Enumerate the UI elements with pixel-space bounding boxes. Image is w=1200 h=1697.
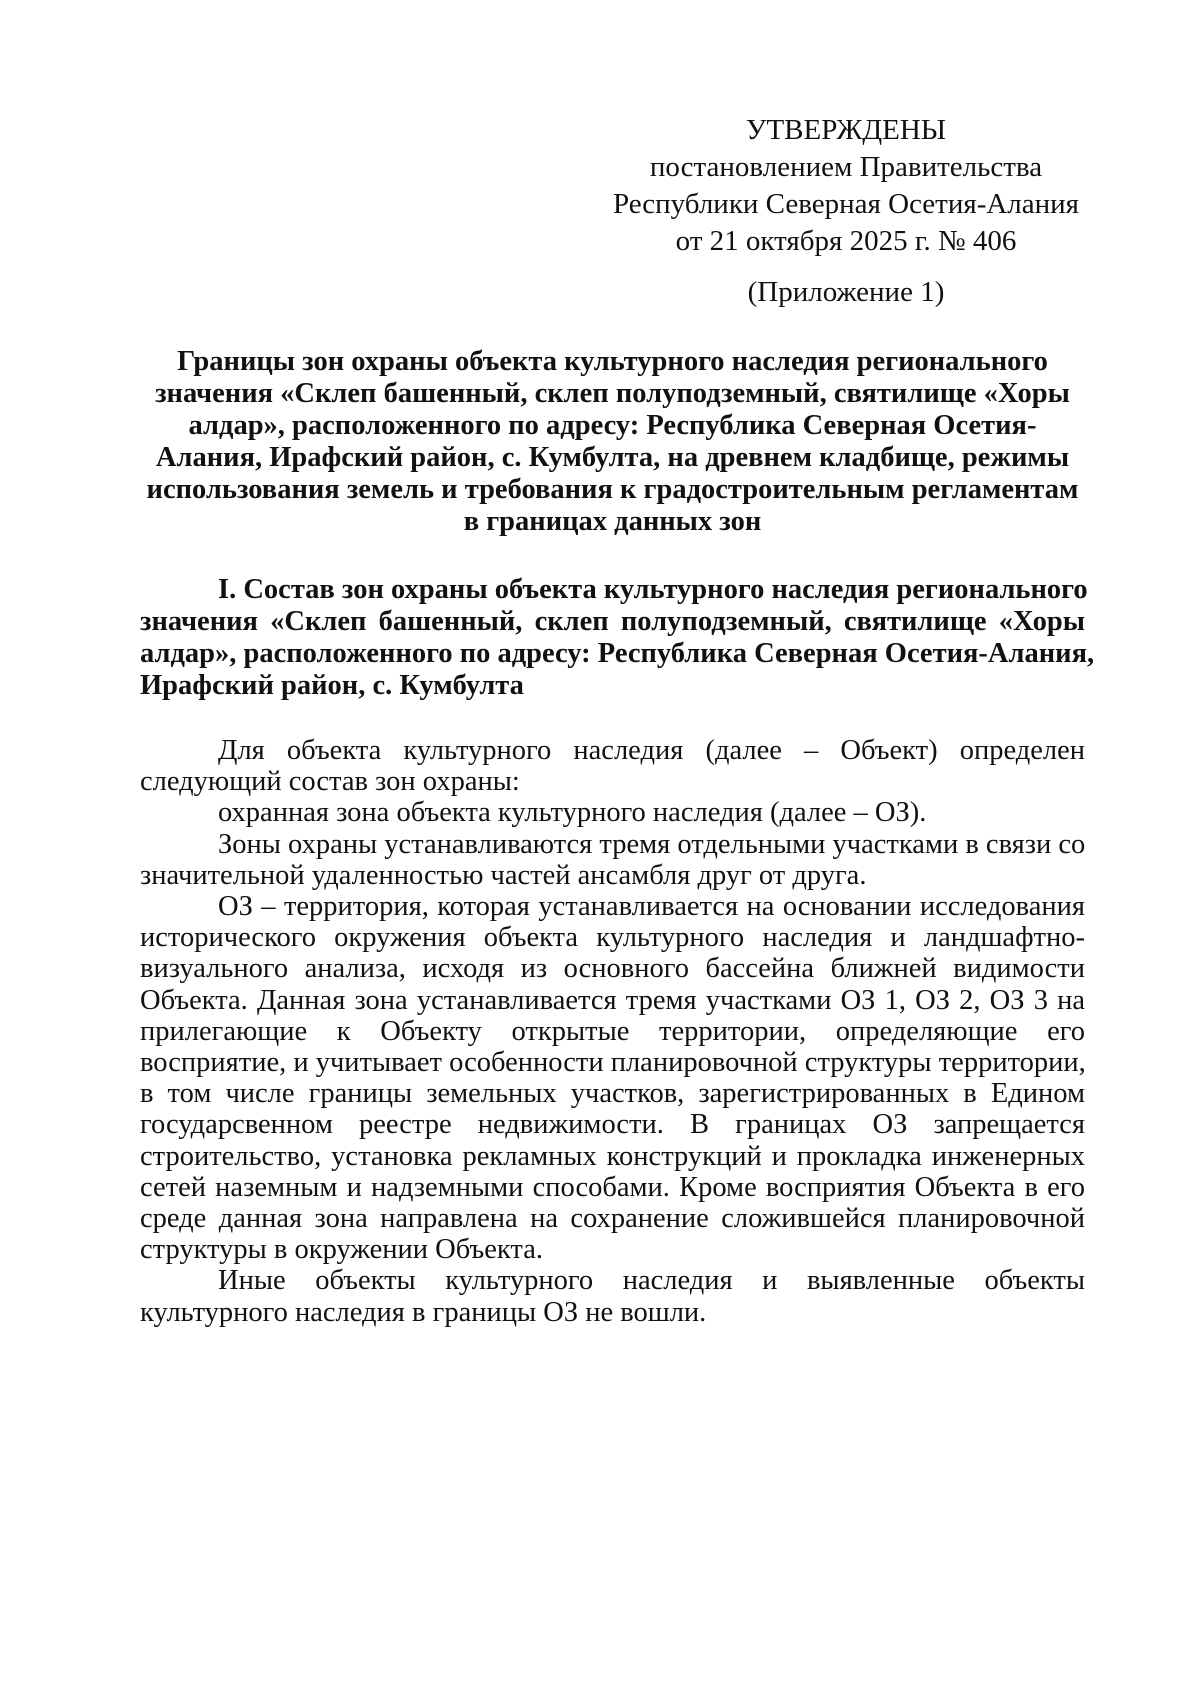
paragraph-line: структуры в окружении Объекта. <box>140 1234 543 1266</box>
paragraph-line: в том числе границы земельных участков, зарегистрированных в Едином <box>140 1078 1085 1110</box>
title-line: значения «Склеп башенный, склеп полуподземный, святилище «Хоры <box>155 378 1070 409</box>
section-heading-line: значения «Склеп башенный, склеп полуподземный, святилище «Хоры <box>140 606 1085 637</box>
title-line: алдар», расположенного по адресу: Республика Северная Осетия- <box>188 410 1037 441</box>
paragraph-line: ОЗ – территория, которая устанавливается на основании исследования <box>218 891 1085 923</box>
paragraph-line: Объекта. Данная зона устанавливается тремя участками ОЗ 1, ОЗ 2, ОЗ 3 на <box>140 984 1085 1016</box>
paragraph-line: среде данная зона направлена на сохранение сложившейся планировочной <box>140 1203 1085 1235</box>
section-heading-line: Ирафский район, с. Кумбулта <box>140 670 524 701</box>
appendix-label: (Приложение 1) <box>747 276 945 308</box>
document-title <box>140 346 1085 538</box>
title-line: Границы зон охраны объекта культурного наследия регионального <box>177 346 1048 377</box>
paragraph-line: исторического окружения объекта культурного наследия и ландшафтно- <box>140 922 1085 954</box>
paragraph-line: государсвенном реестре недвижимости. В границах ОЗ запрещается <box>140 1109 1085 1141</box>
paragraph-line: Для объекта культурного наследия (далее – Объект) определен <box>218 735 1085 766</box>
approval-line: Республики Северная Осетия-Алания <box>612 188 1080 220</box>
body-text <box>140 735 1085 1328</box>
approval-date-number: от 21 октября 2025 г. № 406 <box>675 225 1017 257</box>
title-line: Алания, Ирафский район, с. Кумбулта, на древнем кладбище, режимы <box>155 442 1070 473</box>
approval-block <box>600 112 1092 260</box>
title-line: использования земель и требования к градостроительным регламентам <box>146 474 1079 505</box>
title-line: в границах данных зон <box>463 506 762 537</box>
section-heading <box>140 574 1095 702</box>
paragraph-line: Зоны охраны устанавливаются тремя отдельными участками в связи со <box>218 828 1086 860</box>
approval-line: постановлением Правительства <box>649 151 1043 183</box>
paragraph-line: следующий состав зон охраны: <box>140 766 520 798</box>
paragraph-line: значительной удаленностью частей ансамбля друг от друга. <box>140 859 867 891</box>
paragraph-line: охранная зона объекта культурного наследия (далее – ОЗ). <box>218 797 927 829</box>
paragraph-line: визуального анализа, исходя из основного бассейна ближней видимости <box>140 953 1085 985</box>
section-heading-line: I. Состав зон охраны объекта культурного наследия регионального <box>218 574 1088 605</box>
paragraph-line: строительство, установка рекламных конструкций и прокладка инженерных <box>140 1140 1085 1172</box>
approval-heading: УТВЕРЖДЕНЫ <box>745 114 947 146</box>
paragraph-line: восприятие, и учитывает особенности планировочной структуры территории, <box>140 1047 1086 1079</box>
paragraph-line: сетей наземным и надземными способами. Кроме восприятия Объекта в его <box>140 1171 1085 1203</box>
section-heading-line: алдар», расположенного по адресу: Республика Северная Осетия-Алания, <box>140 638 1095 669</box>
paragraph-line: Иные объекты культурного наследия и выявленные объекты <box>218 1265 1085 1297</box>
paragraph-line: прилегающие к Объекту открытые территории, определяющие его <box>140 1015 1085 1047</box>
paragraph-line: культурного наследия в границы ОЗ не вошли. <box>140 1296 707 1328</box>
